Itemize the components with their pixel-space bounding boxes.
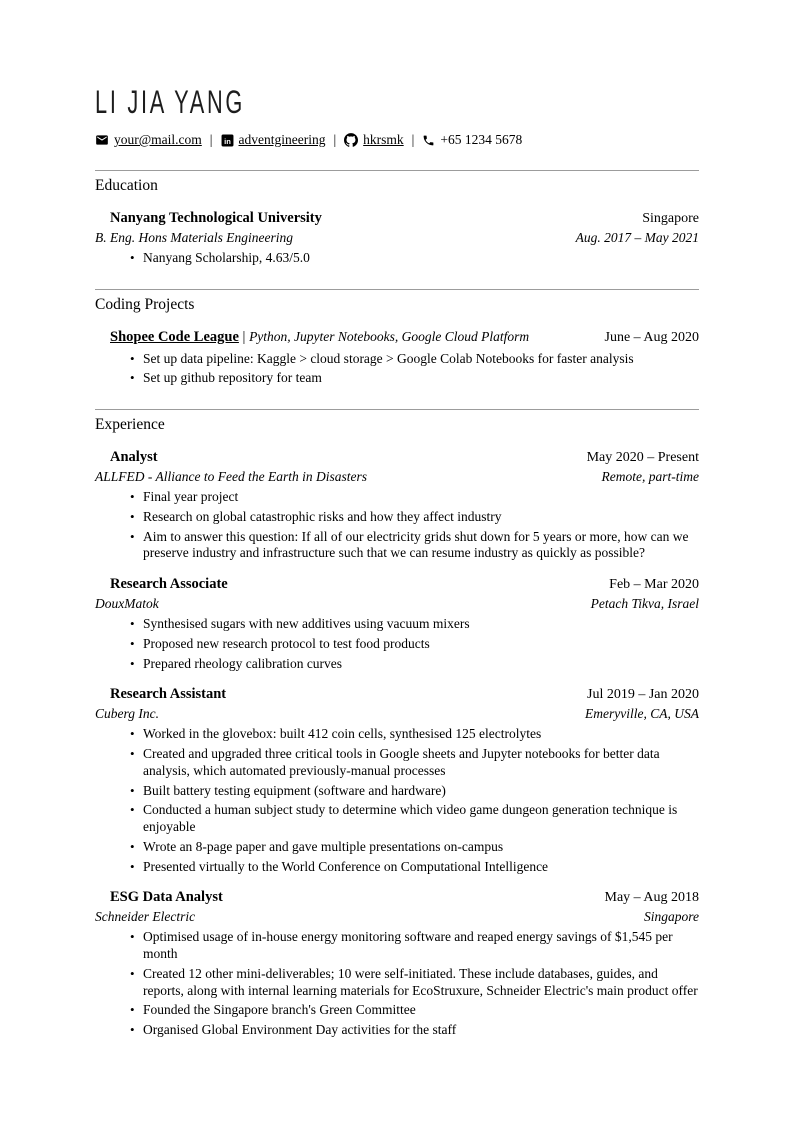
linkedin-link[interactable]	[221, 132, 326, 148]
entry-bullets	[95, 351, 699, 387]
bullet-item: • Wrote an 8-page paper and gave multiple presentations on-campus	[143, 839, 699, 856]
phone-icon	[422, 134, 435, 147]
entry	[95, 448, 699, 562]
bullet-item: • Created and upgraded three critical tools in Google sheets and Jupyter notebooks for better data analysis, which automated previously-manual processes	[143, 746, 699, 779]
entry-head-row	[110, 328, 699, 347]
entry-organisation: ALLFED - Alliance to Feed the Earth in Disasters	[95, 468, 367, 484]
entry	[95, 888, 699, 1038]
contact-separator: |	[333, 132, 337, 147]
entry-heading	[110, 685, 226, 703]
entry-date: Singapore	[642, 211, 699, 227]
phone-link	[422, 132, 522, 148]
entry-title: Research Associate	[110, 576, 228, 593]
entry-bullets	[95, 726, 699, 875]
entry-organisation: Schneider Electric	[95, 908, 196, 924]
bullet-item: • Prepared rheology calibration curves	[143, 656, 699, 673]
entry	[95, 209, 699, 267]
entry-sub-row	[95, 229, 699, 247]
entry-head-row	[110, 685, 699, 704]
entry-title: Shopee Code League	[110, 329, 239, 346]
entry-date: Feb – Mar 2020	[609, 577, 699, 593]
section-title: Coding Projects	[95, 295, 195, 313]
bullet-item: • Created 12 other mini-deliverables; 10 were self-initiated. These include databases, guides, and reports, along with internal learning materials for EcoStruxure, Schneider Electric's main product offer	[143, 966, 699, 999]
entry-heading	[110, 575, 228, 593]
contact-row	[95, 132, 699, 148]
entry-bullets	[95, 616, 699, 672]
entry-title: Analyst	[110, 449, 158, 466]
contact-separator: |	[411, 132, 415, 147]
bullet-item: • Set up data pipeline: Kaggle > cloud storage > Google Colab Notebooks for faster analysis	[143, 351, 699, 368]
entry-tech-list: Python, Jupyter Notebooks, Google Cloud Platform	[249, 329, 530, 345]
entry-heading	[110, 209, 322, 227]
entry-head-row	[110, 448, 699, 467]
entry-location: Singapore	[644, 908, 699, 924]
entry-bullets	[95, 250, 699, 267]
entry-title: Research Assistant	[110, 686, 227, 703]
bullet-item: • Founded the Singapore branch's Green Committee	[143, 1002, 699, 1019]
bullet-item: • Nanyang Scholarship, 4.63/5.0	[143, 250, 699, 267]
entry-date: May – Aug 2018	[604, 890, 699, 906]
entry-location: Remote, part-time	[601, 468, 699, 484]
bullet-item: • Set up github repository for team	[143, 370, 699, 387]
entry-heading	[110, 448, 158, 466]
entry-title: Nanyang Technological University	[110, 210, 322, 227]
bullet-item: • Final year project	[143, 489, 699, 506]
entry-head-row	[110, 888, 699, 907]
github-icon	[344, 133, 358, 147]
entry-title: ESG Data Analyst	[110, 889, 223, 906]
bullet-item: • Built battery testing equipment (software and hardware)	[143, 783, 699, 800]
github-link[interactable]	[344, 132, 404, 148]
entry-location: Emeryville, CA, USA	[585, 705, 699, 721]
resume-sections	[95, 170, 699, 1039]
entry-date: Jul 2019 – Jan 2020	[587, 687, 699, 703]
bullet-item: • Aim to answer this question: If all of our electricity grids shut down for 5 years or more, how can we preserve industry and infrastructure such that we can resume industry as quickly as possible?	[143, 529, 699, 562]
entry-sub-row	[95, 595, 699, 613]
bullet-item: • Conducted a human subject study to determine which video game dungeon generation technique is enjoyable	[143, 802, 699, 835]
bullet-item: • Research on global catastrophic risks and how they affect industry	[143, 509, 699, 526]
entry-location: Petach Tikva, Israel	[590, 595, 699, 611]
bullet-item: • Worked in the glovebox: built 412 coin cells, synthesised 125 electrolytes	[143, 726, 699, 743]
bullet-item: • Proposed new research protocol to test food products	[143, 636, 699, 653]
entry-heading	[110, 328, 529, 346]
candidate-name: LI JIA YANG	[95, 84, 246, 120]
section-experience	[95, 409, 699, 1039]
section-education	[95, 170, 699, 267]
entry-organisation: DouxMatok	[95, 595, 159, 611]
bullet-item: • Synthesised sugars with new additives using vacuum mixers	[143, 616, 699, 633]
entry-location: Aug. 2017 – May 2021	[575, 229, 699, 245]
entry-heading	[110, 888, 223, 906]
bullet-item: • Organised Global Environment Day activities for the staff	[143, 1022, 699, 1039]
email-label: your@mail.com	[114, 132, 202, 147]
entry-sub-row	[95, 705, 699, 723]
github-label: hkrsmk	[363, 132, 404, 147]
entry-bullets	[95, 929, 699, 1038]
linkedin-icon	[221, 134, 234, 147]
svg-text:in: in	[223, 136, 231, 146]
entry-date: May 2020 – Present	[586, 450, 699, 466]
entry-organisation: B. Eng. Hons Materials Engineering	[95, 229, 293, 245]
entry-date: June – Aug 2020	[604, 330, 699, 346]
bullet-item: • Optimised usage of in-house energy monitoring software and reaped energy savings of $1,545 per month	[143, 929, 699, 962]
entry-title-separator: |	[238, 329, 250, 346]
entry-sub-row	[95, 908, 699, 926]
section-title: Education	[95, 177, 158, 194]
entry-head-row	[110, 575, 699, 594]
entry-head-row	[110, 209, 699, 228]
entry-sub-row	[95, 468, 699, 486]
entry-bullets	[95, 489, 699, 562]
email-link[interactable]	[95, 132, 202, 148]
phone-label: +65 1234 5678	[440, 132, 523, 147]
entry	[95, 575, 699, 672]
entry-organisation: Cuberg Inc.	[95, 705, 159, 721]
section-title: Experience	[95, 416, 165, 434]
linkedin-label: adventgineering	[238, 132, 326, 147]
bullet-item: • Presented virtually to the World Conference on Computational Intelligence	[143, 859, 699, 876]
email-icon	[95, 133, 109, 147]
section-coding-projects	[95, 289, 699, 387]
contact-separator: |	[209, 132, 213, 147]
entry	[95, 685, 699, 875]
entry	[95, 328, 699, 387]
